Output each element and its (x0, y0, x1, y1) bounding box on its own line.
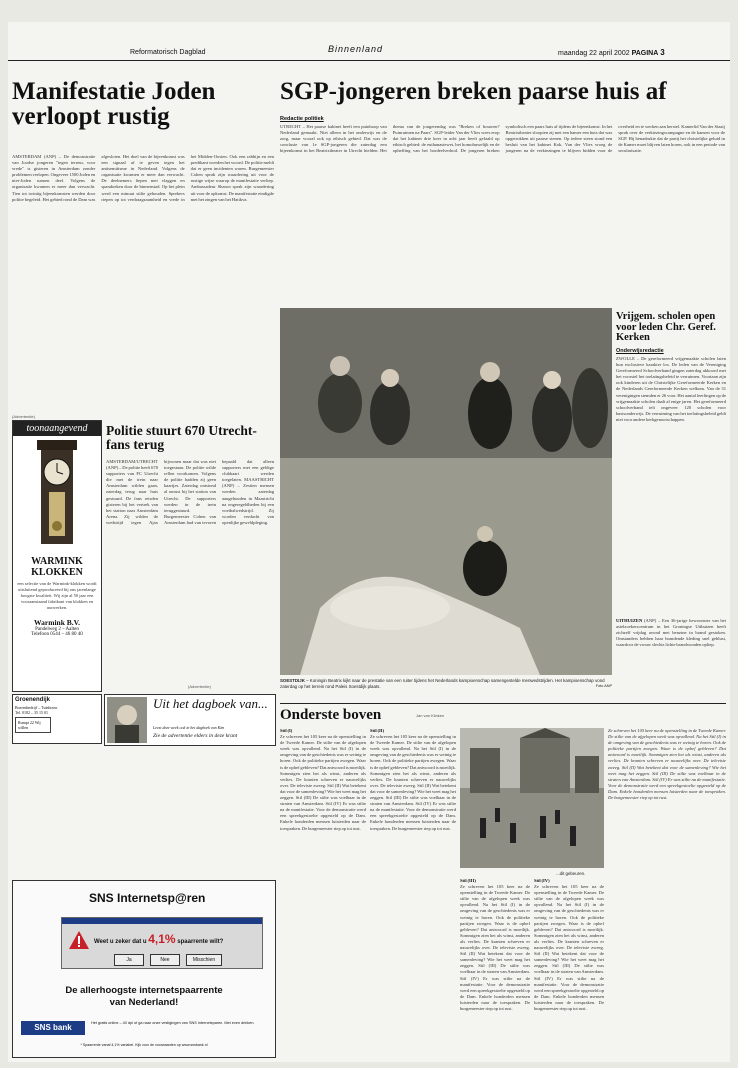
headline-onderste: Onderste boven (280, 707, 382, 723)
sns-dialog-titlebar (62, 918, 262, 924)
ad-warmink-banner: toonaangevend (13, 421, 101, 436)
onderste-body-4: Ze schreven het 105 keer na de openstelling in de Tweede Kamer. De stilte van de afgelopen week was opvallend. Na het Stil (I) in de omgeving van de geschiedenis was er weinig te horen. Ook de politieke partijen zwegen. Waar is de ophef gebleven? Dat antwoord is moeilijk. Sommigen zien het als winst, anderen als verlies. De kranten schreven er nauwelijks over. De televisie zweeg. Stil (II) Wat betekent dat voor de samenleving? Wie het weet mag het zeggen. Stil (III) De stilte was voelbaar in de straten van Amsterdam. Stil (IV) Er was stilte na de manifestatie. Voor de demonstratie werd een spreekgestoelte opgesteld op de Dam. Enkele honderden mensen luisterden naar de toespraken. De burgemeester riep op tot rust. (534, 884, 604, 1011)
onderste-byline: Jan van Klinken (416, 713, 445, 718)
onderste-body-3: Ze schreven het 105 keer na de openstelling in de Tweede Kamer. De stilte van de afgelopen week was opvallend. Na het Stil (I) in de omgeving van de geschiedenis was er weinig te horen. Ook de politieke partijen zwegen. Waar is de ophef gebleven? Dat antwoord is moeilijk. Sommigen zien het als winst, anderen als verlies. De kranten schreven er nauwelijks over. De televisie zweeg. Stil (II) Wat betekent dat voor de samenleving? Wie het weet mag het zeggen. Stil (III) De stilte was voelbaar in de straten van Amsterdam. Stil (IV) Er was stilte na de manifestatie. Voor de demonstratie werd een spreekgestoelte opgesteld op de Dam. Enkele honderden mensen luisterden naar de toespraken. De burgemeester riep op tot rust. (460, 884, 530, 1011)
photo-dam-caption: ...dit gebeuren. (556, 871, 586, 876)
sns-bank-logo: SNS bank (21, 1021, 85, 1035)
onderste-col-1 (280, 728, 366, 1062)
page-label: PAGINA (631, 50, 659, 57)
ad-warmink (12, 420, 102, 692)
sns-footer (21, 985, 267, 1009)
onderste-sub3: Stil (III) (460, 878, 476, 883)
page-date (558, 48, 665, 57)
warning-icon (68, 930, 90, 950)
onderste-col-5: Ze schreven het 105 keer na de openstelling in de Tweede Kamer. De stilte van de afgelopen week was opvallend. Na het Stil (I) in de omgeving van de geschiedenis was er weinig te horen. Ook de politieke partijen zwegen. Waar is de ophef gebleven? Dat antwoord is moeilijk. Sommigen zien het als winst, anderen als verlies. De kranten schreven er nauwelijks over. De televisie zweeg. Stil (II) Wat betekent dat voor de samenleving? Wie het weet mag het zeggen. Stil (III) De stilte was voelbaar in de straten van Amsterdam. Stil (IV) Er was stilte na de manifestatie. Voor de demonstratie werd een spreekgestoelte opgesteld op de Dam. Enkele honderden mensen luisterden naar de toespraken. De burgemeester riep op tot rust. (608, 728, 726, 801)
vrijgemaakt-label: Onderwijsredactie (616, 348, 664, 354)
ad-groenendijk (12, 694, 102, 744)
sgp-label: Redactie politiek (280, 116, 324, 122)
clock-brand: WARMINK KLOKKEN (31, 556, 83, 578)
onderste-col-2 (370, 728, 456, 1062)
photo-soestdijk (280, 308, 612, 675)
sns-question (94, 932, 223, 946)
article-sgp-body: UTRECHT – Het paarse kabinet heeft een puinhoop van Nederland gemaakt. Niet alleen in het onderwijs en de zorg, maar vooral ook op ethisch gebied. Dat was de conclusie van 1e SGP-jongeren die zaterdag een bijeenkomst in het Beatrixtheater in Utrecht hielden. Het thema van de jongerendag was "Breken of bouwen? Puinruimen na Paars". SGP-leider Van der Vlies wees erop dat het kabinet drie keer in acht jaar heeft gefaald op ethisch gebied: de euthanasiewet, het homohuwelijk en de opheffing van het bordeelverbod. De jongeren breken symbolisch een paars huis af tijdens de bijeenkomst. In het Beatrixtheater sloopten zij met een hamer een huis dat was opgetrokken uit paarse stenen. Op iedere steen stond een besluit van het kabinet Kok. Van der Vlies vroeg de jongeren na de verkiezingen te blijven bidden voor de overheid en te werken aan herstel. Kamerlid Van der Staaij sprak over de verkiezingscampagne en de kansen voor de SGP. Hij benadrukte dat de partij het christelijke geluid in de Kamer moet blijven laten horen, ook in een periode van secularisatie. (280, 124, 725, 154)
photo-credit: Foto ANP (595, 683, 612, 688)
onderste-sub2: Stil (II) (370, 728, 385, 733)
groen-name: Groenendijk (15, 697, 51, 703)
clock-company: Warmink B.V. (34, 618, 80, 627)
newspaper-page (8, 22, 730, 1062)
onderste-col-4 (534, 878, 604, 1062)
photo-dam-image (460, 728, 604, 868)
uithuizen-brief (616, 618, 726, 690)
sns-maybe-button[interactable]: Misschien (186, 954, 222, 966)
groen-phone: Tel. 0182 – 35 15 01 (15, 710, 49, 715)
photo-soestdijk-image (280, 308, 612, 675)
dagboek-tagline: Zie de advertentie elders in deze krant (153, 733, 238, 739)
clock-address: Pandelweg 2 – Aalten (35, 627, 79, 632)
sns-footer-line2: van Nederland! (109, 997, 179, 1008)
article-manifestatie-body: AMSTERDAM (ANP) – De demonstratie van Joodse jongeren "tegen terreur, voor vrede" is gisteren in Amsterdam zonder problemen verlopen. Ongeveer 1500 Joden en niet-Joden namen deel. Volgens de organisatie kwamen er meer dan verwacht. Tien tot twintig bijeenkomsten werden door politie begeleid. Het gebied rond de Dam was afgesloten. Het doel van de bijeenkomst was een signaal af te geven tegen het antisemitisme in Nederland. Volgens de organisatie kwamen er meer dan verwacht. De deelnemers liepen met vlaggen en spandoeken door de binnenstad. Op het plein werd een minuut stilte gehouden. Sprekers riepen op tot verdraagzaamheid en vrede in het Midden-Oosten. Ook een rabbijn en een predikant voerden het woord. De politie meldt dat er geen incidenten waren. Burgemeester Cohen sprak zijn waardering uit voor de rustige wijze waarop de manifestatie verliep. Ambassadeur Sharon sprak zijn waardering uit voor de opkomst. De manifestatie eindigde met het zingen van het Hatikva. (12, 154, 274, 202)
clock-text: een selectie van de Warmink-klokken wordt uitsluitend geproduceerd bij ons jarenlange hoogste kwaliteit. Wij zijn al 50 jaar een vooraanstaand fabrikant van klokken en uurwerken. (17, 581, 97, 610)
ad-dagboek (104, 694, 276, 746)
headline-politie: Politie stuurt 670 Utrecht-fans terug (106, 423, 257, 452)
ad-label-2: (Advertentie) (188, 684, 211, 689)
paper-name: Reformatorisch Dagblad (130, 49, 206, 56)
onderste-sub1: Stil (I) (280, 728, 293, 733)
sns-question-text-2: spaarrente wilt? (177, 939, 224, 945)
sns-small-1: Het gratis online – 40 dpi of ga naar onze vestigingen van SNS Internetsparen. Met even drinken. (91, 1021, 255, 1025)
onderste-body-2: Ze schreven het 105 keer na de openstelling in de Tweede Kamer. De stilte van de afgelopen week was opvallend. Na het Stil (I) in de omgeving van de geschiedenis was er weinig te horen. Ook de politieke partijen zwegen. Waar is de ophef gebleven? Dat antwoord is moeilijk. Sommigen zien het als winst, anderen als verlies. De kranten schreven er nauwelijks over. De televisie zweeg. Stil (II) Wat betekent dat voor de samenleving? Wie het weet mag het zeggen. Stil (III) De stilte was voelbaar in de straten van Amsterdam. Stil (IV) Er was stilte na de manifestatie. Voor de demonstratie werd een spreekgestoelte opgesteld op de Dam. Enkele honderden mensen luisterden naar de toespraken. De burgemeester riep op tot rust. (370, 734, 456, 831)
photo-soestdijk-caption (280, 678, 612, 689)
sns-title: SNS Internetsp@ren (89, 891, 206, 905)
section-title: Binnenland (328, 44, 384, 54)
sns-no-button[interactable]: Nee (150, 954, 180, 966)
article-vrijgemaakt-body: ZWOLLE – De gereformeerd vrijgemaakte scholen laten hun exclusieve karakter los. De leden van de Vereniging Gereformeerd Schoolverband gingen zaterdag akkoord met het voorstel het toelatingsbeleid te verruimen. Voortaan zijn ook kinderen uit de Christelijke Gereformeerde Kerken en de Nederlands Gereformeerde Kerken welkom. Van de 31 verenigingen stemden er 26 voor. Het aantal leerlingen op de vrijgemaakte scholen daalt al enige jaren. Het gereformeerd schoolverband telt ongeveer 120 scholen voor basisonderwijs. De verruiming van het toelatingsbeleid geldt niet voor andere kerkgenootschappen. (616, 356, 726, 422)
sns-small-2: * Spaarrente vanaf 4,1% variabel. Kijk voor de voorwaarden op www.snsbank.nl (80, 1043, 208, 1047)
caption-label: SOESTDIJK (280, 678, 305, 683)
groen-box: Rumpt 22 Wij willen (15, 717, 51, 733)
header-rule (8, 60, 730, 61)
sns-yes-button[interactable]: Ja (114, 954, 144, 966)
uithuizen-label: UITHUIZEN (616, 618, 643, 623)
headline-sgp: SGP-jongeren breken paarse huis af (280, 78, 667, 105)
headline-manifestatie: Manifestatie Joden verloopt rustig (12, 78, 216, 130)
sns-question-text: Weet u zeker dat u (94, 939, 147, 945)
onderste-col-3 (460, 878, 530, 1062)
clock-phone: Telefoon 0544 – 46 80 40 (31, 632, 83, 637)
dagboek-sub: Leest deze week ook in het dagboek van Kim (153, 725, 225, 730)
ad-label-1: (Advertentie) (12, 414, 35, 419)
onderste-sub4: Stil (IV) (534, 878, 550, 883)
dagboek-title: Uit het dagboek van... (153, 696, 268, 711)
onderste-body-1: Ze schreven het 105 keer na de openstelling in de Tweede Kamer. De stilte van de afgelopen week was opvallend. Na het Stil (I) in de omgeving van de geschiedenis was er weinig te horen. Ook de politieke partijen zwegen. Waar is de ophef gebleven? Dat antwoord is moeilijk. Sommigen zien het als winst, anderen als verlies. De kranten schreven er nauwelijks over. De televisie zweeg. Stil (II) Wat betekent dat voor de samenleving? Wie het weet mag het zeggen. Stil (III) De stilte was voelbaar in de straten van Amsterdam. Stil (IV) Er was stilte na de manifestatie. Voor de demonstratie werd een spreekgestoelte opgesteld op de Dam. Enkele honderden mensen luisterden naar de toespraken. De burgemeester riep op tot rust. (280, 734, 366, 831)
uithuizen-body: (ANP) – Een 36-jarige bewoonster van het asielzoekerscentrum in het Groningse Uithuizen heeft zichzelf vrijdag avond met benzine in brand gestoken. Omstanders hebben haar brandende kleding snel geblust, waardoor de vrouw slechts lichte brandwonden opliep. (616, 618, 726, 648)
ad-sns (12, 880, 276, 1058)
sns-rate: 4,1% (148, 932, 176, 946)
sns-dialog (61, 917, 263, 969)
onderste-rule (280, 703, 726, 704)
article-politie-body: AMSTERDAM/UTRECHT (ANP) – De politie heeft 670 supporters van FC Utrecht die met de trein naar Amsterdam wilden gaan, zaterdag terug naar huis gestuurd. De fans reisden gisteren bij het vertrek van het station naar Amsterdam Arena. Zij wilden de wedstrijd tegen Ajax bijwonen maar dat was niet toegestaan. De politie wilde rellen voorkomen. Volgens de politie hadden zij geen kaartjes. Zaterdag ontstond al onrust bij het station van Utrecht. De supporters werden in de trein teruggestuurd. Burgemeester Cohen van Amsterdam had van tevoren bepaald dat alleen supporters met een geldige clubkaart werden toegelaten. MAASTRICHT (ANP) – Zestien mensen werden zaterdag aangehouden in Maastricht na ongeregeldheden bij een voetbalwedstrijd. Zij worden verdacht van openlijke geweldpleging. (106, 459, 274, 525)
photo-dam (460, 728, 604, 868)
page-number: 3 (660, 48, 665, 57)
sns-footer-line1: De allerhoogste internetspaarrente (65, 985, 223, 996)
caption-text: – Koningin Beatrix kijkt naar de prestatie van een ruiter tijdens het Nederlands kampioenschap samengestelde menwedstrijden. Het kampioenschap vond zaterdag op het terrein rond Paleis Soestdijk plaats. (280, 678, 605, 689)
groen-text: Boerenbedrijf – Tuinbouw (15, 705, 58, 710)
headline-vrijgemaakt: Vrijgem. scholen open voor leden Chr. Geref. Kerken (616, 311, 716, 343)
clock-image (13, 436, 101, 551)
date-text: maandag 22 april 2002 (558, 50, 630, 57)
dagboek-photo (107, 697, 147, 743)
